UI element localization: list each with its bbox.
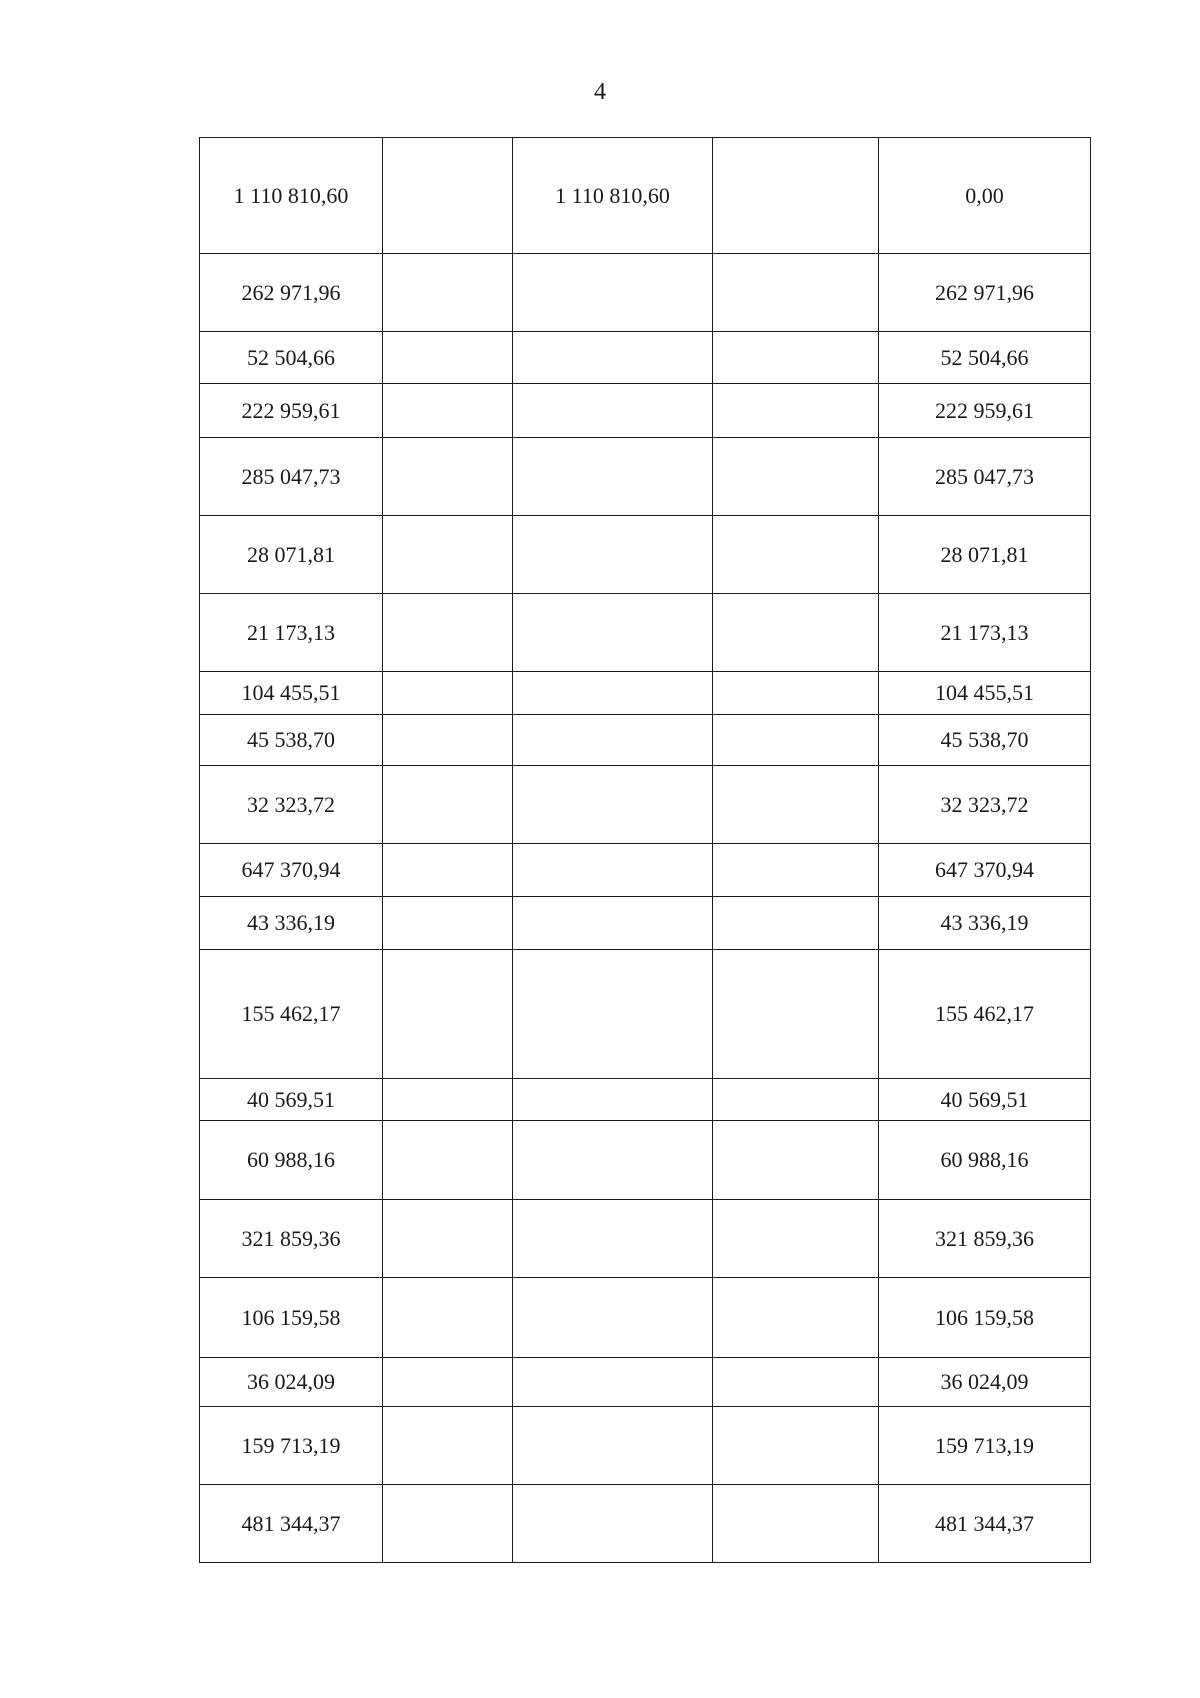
table-cell: 60 988,16 [200, 1121, 383, 1200]
table-row [200, 766, 1091, 844]
table-row [200, 438, 1091, 516]
table-cell: 1 110 810,60 [513, 138, 713, 254]
table-body [200, 138, 1091, 1563]
table-cell: 104 455,51 [879, 672, 1091, 715]
table-cell [513, 672, 713, 715]
table-cell [383, 715, 513, 766]
table-row [200, 950, 1091, 1079]
table-row [200, 138, 1091, 254]
table-cell: 21 173,13 [200, 594, 383, 672]
table-cell: 52 504,66 [879, 332, 1091, 384]
table-cell [713, 1121, 879, 1200]
table-row [200, 516, 1091, 594]
table-cell [513, 715, 713, 766]
table-cell: 43 336,19 [200, 897, 383, 950]
table-cell: 104 455,51 [200, 672, 383, 715]
table-cell: 159 713,19 [879, 1407, 1091, 1485]
table-cell [383, 1407, 513, 1485]
table-cell: 28 071,81 [879, 516, 1091, 594]
table-cell: 481 344,37 [200, 1485, 383, 1563]
table-row [200, 1079, 1091, 1121]
table-cell [713, 384, 879, 438]
table-cell [383, 897, 513, 950]
data-table [199, 137, 1091, 1563]
table-cell [713, 1200, 879, 1278]
table-cell [713, 516, 879, 594]
table-cell [513, 332, 713, 384]
table-row [200, 715, 1091, 766]
table-cell [383, 766, 513, 844]
table-cell [383, 1200, 513, 1278]
table-cell [713, 1407, 879, 1485]
page-number: 4 [594, 79, 606, 105]
table-cell [383, 1485, 513, 1563]
table-row [200, 1485, 1091, 1563]
table-cell: 45 538,70 [200, 715, 383, 766]
table-cell: 43 336,19 [879, 897, 1091, 950]
table-cell [513, 1358, 713, 1407]
table-cell: 159 713,19 [200, 1407, 383, 1485]
table-cell [713, 950, 879, 1079]
table-cell [383, 950, 513, 1079]
table-cell: 222 959,61 [200, 384, 383, 438]
table-cell [713, 1358, 879, 1407]
table-cell: 321 859,36 [200, 1200, 383, 1278]
table-cell: 40 569,51 [200, 1079, 383, 1121]
table-cell: 155 462,17 [200, 950, 383, 1079]
table-cell: 60 988,16 [879, 1121, 1091, 1200]
table-row [200, 1121, 1091, 1200]
table-cell [513, 1407, 713, 1485]
table-cell [513, 1278, 713, 1358]
table-cell: 21 173,13 [879, 594, 1091, 672]
table-row [200, 1278, 1091, 1358]
table-cell: 52 504,66 [200, 332, 383, 384]
table-cell [513, 438, 713, 516]
table-cell [513, 1200, 713, 1278]
table-cell [713, 332, 879, 384]
table-cell [713, 844, 879, 897]
table-cell [383, 1278, 513, 1358]
table-cell: 1 110 810,60 [200, 138, 383, 254]
table-cell: 222 959,61 [879, 384, 1091, 438]
table-cell [713, 1278, 879, 1358]
table-cell: 106 159,58 [200, 1278, 383, 1358]
table-cell: 36 024,09 [200, 1358, 383, 1407]
table-row [200, 1358, 1091, 1407]
table-cell: 32 323,72 [879, 766, 1091, 844]
table-cell [513, 844, 713, 897]
table-row [200, 594, 1091, 672]
table-row [200, 844, 1091, 897]
table-cell: 285 047,73 [879, 438, 1091, 516]
table-cell: 285 047,73 [200, 438, 383, 516]
table-cell [383, 1358, 513, 1407]
table-cell [383, 516, 513, 594]
table-cell [513, 1485, 713, 1563]
table-cell [713, 594, 879, 672]
table-cell [513, 254, 713, 332]
table-cell [513, 384, 713, 438]
table-cell [383, 594, 513, 672]
table-cell: 647 370,94 [879, 844, 1091, 897]
table-cell: 106 159,58 [879, 1278, 1091, 1358]
table-cell [713, 1079, 879, 1121]
table-cell [713, 715, 879, 766]
table-cell [513, 950, 713, 1079]
table-cell [383, 332, 513, 384]
table-cell: 481 344,37 [879, 1485, 1091, 1563]
table-row [200, 1200, 1091, 1278]
table-cell [513, 1121, 713, 1200]
table-row [200, 897, 1091, 950]
table-cell: 28 071,81 [200, 516, 383, 594]
table-cell: 32 323,72 [200, 766, 383, 844]
table-row [200, 254, 1091, 332]
table-cell [383, 438, 513, 516]
table-cell [713, 672, 879, 715]
table-cell [383, 1121, 513, 1200]
table-cell: 262 971,96 [200, 254, 383, 332]
table-cell [383, 1079, 513, 1121]
table-row [200, 332, 1091, 384]
table-cell [513, 516, 713, 594]
table-cell [713, 254, 879, 332]
table-cell [383, 254, 513, 332]
table-cell: 0,00 [879, 138, 1091, 254]
table-cell: 155 462,17 [879, 950, 1091, 1079]
table-cell [383, 138, 513, 254]
table-cell: 45 538,70 [879, 715, 1091, 766]
table-cell: 36 024,09 [879, 1358, 1091, 1407]
table-cell [513, 766, 713, 844]
table-cell: 647 370,94 [200, 844, 383, 897]
table-cell [513, 594, 713, 672]
table-cell: 262 971,96 [879, 254, 1091, 332]
table-cell [383, 384, 513, 438]
table-cell [713, 766, 879, 844]
table-cell [383, 844, 513, 897]
table-cell: 40 569,51 [879, 1079, 1091, 1121]
table-cell [713, 897, 879, 950]
table-cell [513, 897, 713, 950]
table-cell [513, 1079, 713, 1121]
table-row [200, 672, 1091, 715]
table-row [200, 1407, 1091, 1485]
table-cell [713, 138, 879, 254]
table-cell [713, 438, 879, 516]
table-row [200, 384, 1091, 438]
table-cell [383, 672, 513, 715]
table-cell: 321 859,36 [879, 1200, 1091, 1278]
table-cell [713, 1485, 879, 1563]
